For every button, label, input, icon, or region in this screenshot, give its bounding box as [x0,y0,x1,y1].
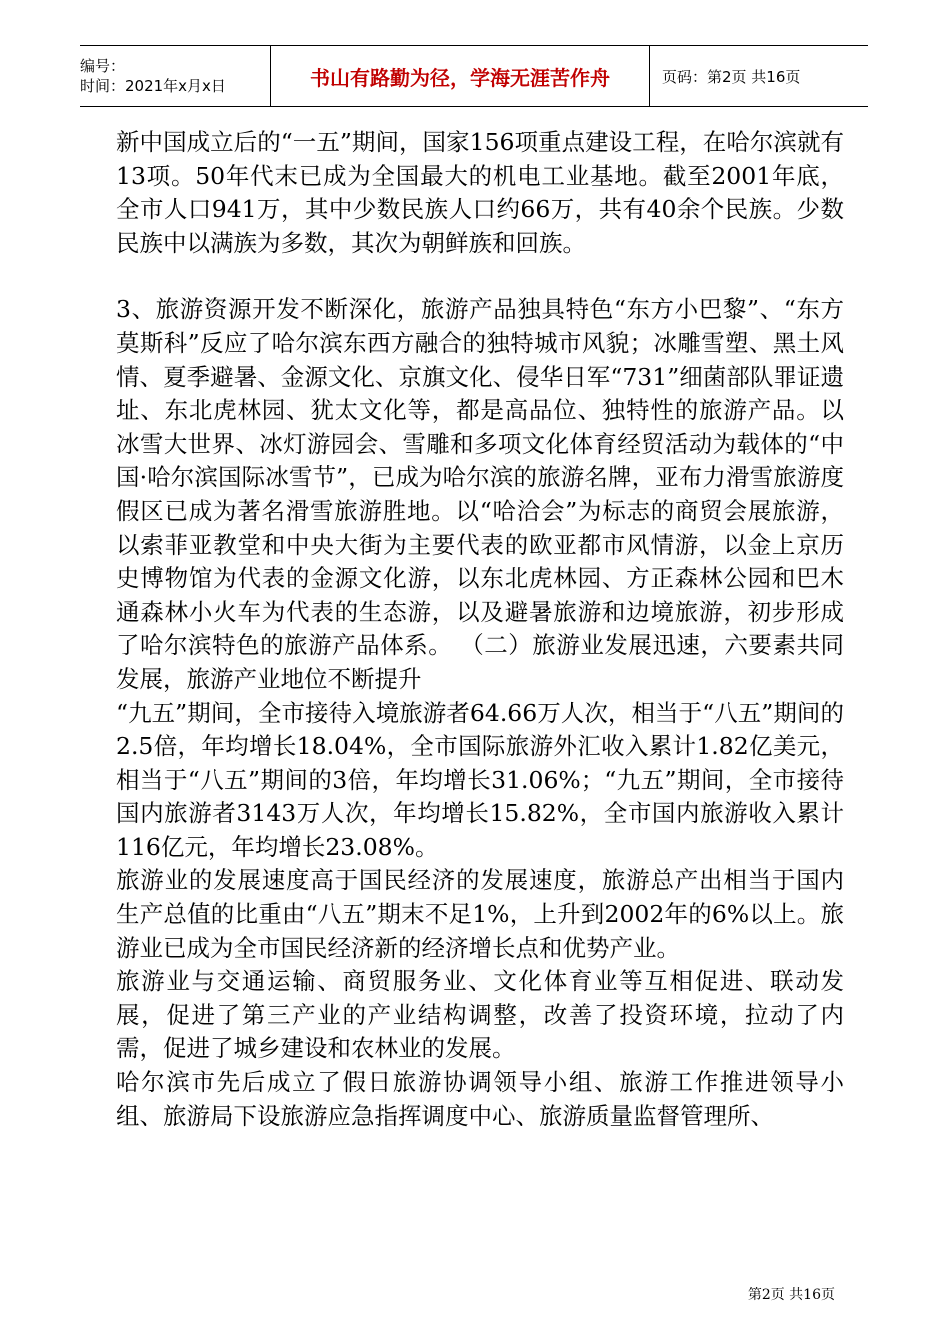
header-motto [270,46,650,106]
paragraph-tourism-resources: 3、旅游资源开发不断深化，旅游产品独具特色“东方小巴黎”、“东方莫斯科”反应了哈尔滨东西方融合的独特城市风貌；冰雕雪塑、黑土风情、夏季避暑、金源文化、京旗文化、侵华日军“731”细菌部队罪证遗址、东北虎林园、犹太文化等，都是高品位、独特性的旅游产品。以冰雪大世界、冰灯游园会、雪雕和多项文化体育经贸活动为载体的“中国·哈尔滨国际冰雪节”，已成为哈尔滨的旅游名牌，亚布力滑雪旅游度假区已成为著名滑雪旅游胜地。以“哈洽会”为标志的商贸会展旅游，以索菲亚教堂和中央大街为主要代表的欧亚都市风情游，以金上京历史博物馆为代表的金源文化游，以东北虎林园、方正森林公园和巴木通森林小火车为代表的生态游，以及避暑旅游和边境旅游，初步形成了哈尔滨特色的旅游产品体系。 （二）旅游业发展迅速，六要素共同发展，旅游产业地位不断提升 [116,295,844,693]
document-number-label: 编号： [80,57,126,75]
document-time-label: 时间：2021年x月x日 [80,77,226,95]
paragraph-growth-rate: 旅游业的发展速度高于国民经济的发展速度，旅游总产出相当于国内生产总值的比重由“八五”期末不足1%，上升到2002年的6%以上。旅游业已成为全市国民经济新的经济增长点和优势产业。 [116,866,844,962]
paragraph-linkage: 旅游业与交通运输、商贸服务业、文化体育业等互相促进、联动发展，促进了第三产业的产业结构调整，改善了投资环境，拉动了内需，促进了城乡建设和农林业的发展。 [116,967,844,1063]
paragraph-spacer [116,260,844,293]
header-page-info [650,46,868,106]
motto-text: 书山有路勤为径，学海无涯苦作舟 [310,65,610,90]
header-page-number: 页码：第2页 共16页 [662,67,801,86]
paragraph-ninth-five-year: “九五”期间，全市接待入境旅游者64.66万人次，相当于“八五”期间的2.5倍，年均增长18.04%，全市国际旅游外汇收入累计1.82亿美元，相当于“八五”期间的3倍，年均增长31.06%；“九五”期间，全市接待国内旅游者3143万人次，年均增长15.82%，全市国内旅游收入累计116亿元，年均增长23.08%。 [116,698,844,861]
page-footer [748,1284,835,1304]
page-header [80,45,868,107]
document-body [116,126,844,1133]
footer-page-number: 第2页 共16页 [747,1287,835,1303]
paragraph-organizations: 哈尔滨市先后成立了假日旅游协调领导小组、旅游工作推进领导小组、旅游局下设旅游应急指挥调度中心、旅游质量监督管理所、 [116,1068,844,1130]
header-meta [80,46,270,106]
paragraph-population: 新中国成立后的“一五”期间，国家156项重点建设工程，在哈尔滨就有13项。50年代末已成为全国最大的机电工业基地。截至2001年底，全市人口941万，其中少数民族人口约66万，共有40余个民族。少数民族中以满族为多数，其次为朝鲜族和回族。 [116,128,844,257]
